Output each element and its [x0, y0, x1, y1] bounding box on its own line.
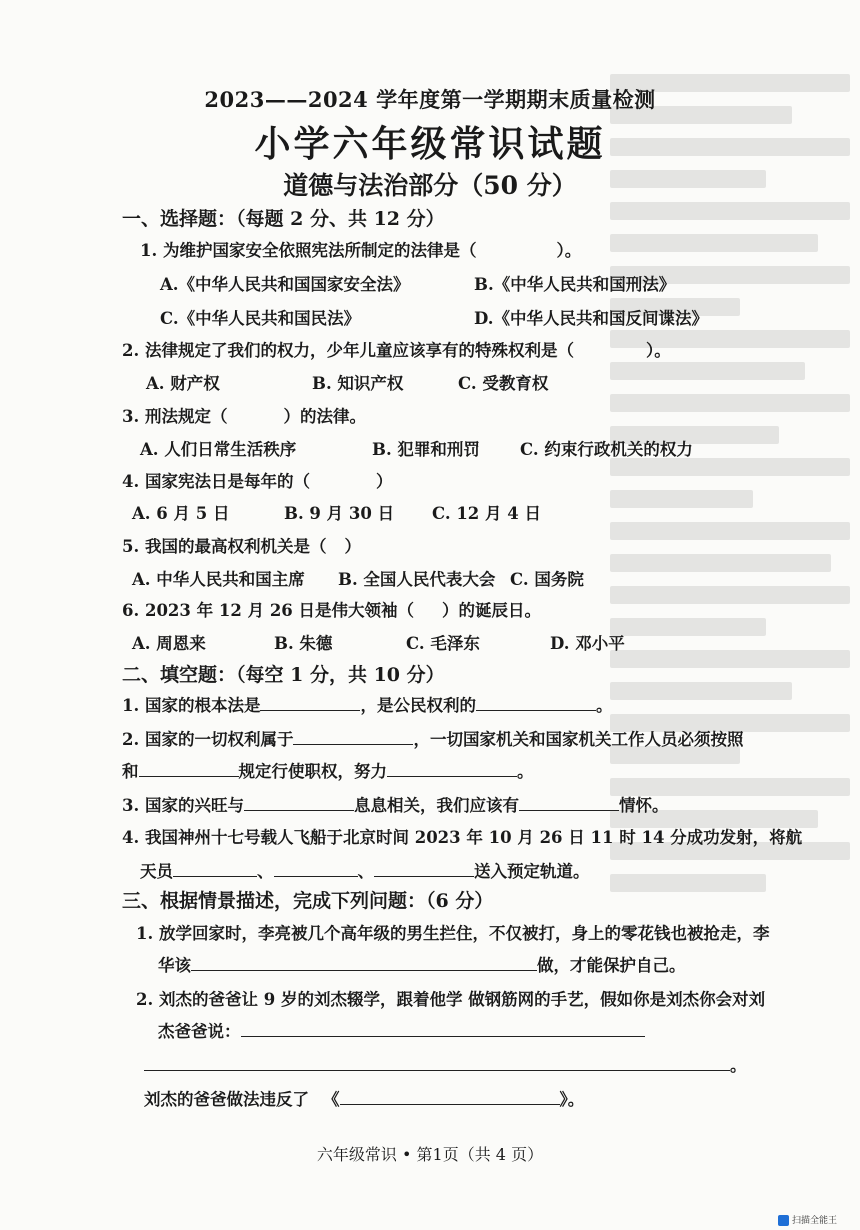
q-text: 、	[257, 862, 274, 881]
q-stem: 3. 刑法规定（	[122, 407, 228, 426]
question-1-3	[122, 403, 366, 427]
answer-blank	[310, 471, 376, 487]
fill-question-1	[122, 692, 612, 716]
option-a: A.《中华人民共和国国家安全法》	[160, 275, 410, 294]
answer-blank[interactable]	[374, 860, 474, 877]
q-text: 。	[730, 1056, 747, 1075]
bleed-through-texture	[600, 60, 860, 1100]
answer-blank[interactable]	[293, 728, 413, 745]
q-text: 规定行使职权，努力	[238, 762, 387, 781]
q-stem: 5. 我国的最高权利机关是（	[122, 537, 327, 556]
answer-blank[interactable]	[476, 694, 596, 711]
watermark-text: 扫描全能王	[792, 1215, 838, 1225]
fill-question-4-cont	[140, 858, 590, 882]
q-end: ）的诞辰日。	[442, 601, 542, 620]
option-c: C. 约束行政机关的权力	[520, 440, 693, 459]
question-1-6	[122, 597, 541, 621]
q-stem: 6. 2023 年 12 月 26 日是伟大领袖（	[122, 601, 415, 620]
option-b: B. 全国人民代表大会	[338, 570, 496, 589]
answer-blank[interactable]	[260, 694, 360, 711]
q-text: 。	[595, 696, 613, 715]
exam-term-header: 2023——2024 学年度第一学期期末质量检测	[204, 87, 656, 112]
scanner-logo-icon	[778, 1215, 789, 1226]
option-b: B.《中华人民共和国刑法》	[474, 275, 676, 294]
option-a: A. 中华人民共和国主席	[132, 570, 305, 589]
page-footer: 六年级常识 • 第1页（共 4 页）	[316, 1145, 544, 1164]
q-text: 送入预定轨道。	[474, 862, 590, 881]
answer-blank[interactable]	[144, 1054, 730, 1071]
q-text: 情怀。	[618, 796, 669, 815]
answer-blank[interactable]	[519, 794, 619, 811]
scenario-question-2: 2. 刘杰的爸爸让 9 岁的刘杰辍学，跟着他学 做钢筋网的手艺，假如你是刘杰你会对刘	[136, 990, 766, 1009]
q-text: 、	[357, 862, 374, 881]
q-end: ）	[344, 537, 361, 556]
answer-blank[interactable]	[387, 760, 517, 777]
exam-subtitle: 道德与法治部分（50 分）	[283, 171, 577, 200]
q-text: 3. 国家的兴旺与	[122, 796, 244, 815]
option-a: A. 6 月 5 日	[132, 504, 230, 523]
q-text: 和	[122, 762, 139, 781]
question-1-4	[122, 468, 392, 492]
option-b: B. 朱德	[274, 634, 333, 653]
q-text: 刘杰的爸爸做法违反了	[144, 1090, 309, 1109]
q-text: 华该	[158, 956, 191, 975]
option-b: B. 犯罪和刑罚	[372, 440, 480, 459]
answer-blank[interactable]	[191, 954, 537, 971]
answer-blank[interactable]	[173, 860, 257, 877]
option-d: D.《中华人民共和国反间谍法》	[474, 309, 708, 328]
answer-blank[interactable]	[244, 794, 354, 811]
q-text: 杰爸爸说：	[158, 1022, 241, 1041]
section-3-title: 三、根据情景描述，完成下列问题：（6 分）	[122, 890, 494, 912]
q-end: ）。	[556, 241, 582, 260]
q-stem: 1. 为维护国家安全依照宪法所制定的法律是（	[140, 241, 477, 260]
option-c: C. 受教育权	[458, 374, 549, 393]
answer-blank	[414, 600, 442, 616]
scenario-question-1-cont	[158, 952, 686, 976]
q-text: 息息相关，我们应该有	[353, 796, 519, 815]
q-end: ）	[375, 472, 393, 491]
scenario-question-2-law	[144, 1086, 584, 1110]
q-text: 天员	[140, 862, 173, 881]
option-c: C. 12 月 4 日	[432, 504, 542, 523]
answer-blank[interactable]	[274, 860, 358, 877]
option-b: B. 9 月 30 日	[284, 504, 395, 523]
q-end: ）的法律。	[283, 407, 366, 426]
answer-blank[interactable]	[139, 760, 239, 777]
q-stem: 4. 国家宪法日是每年的（	[122, 472, 310, 491]
option-d: D. 邓小平	[550, 634, 625, 653]
q-text: 。	[517, 762, 534, 781]
q-text: 2. 国家的一切权利属于	[122, 730, 294, 749]
scenario-question-2-cont	[158, 1018, 645, 1042]
fill-question-4: 4. 我国神州十七号载人飞船于北京时间 2023 年 10 月 26 日 11 时 14 分成功发射，将航	[122, 828, 803, 847]
fill-question-3	[122, 792, 668, 816]
q-text: ，一切国家机关和国家机关工作人员必须按照	[413, 730, 744, 749]
answer-blank[interactable]	[241, 1020, 645, 1037]
answer-blank	[227, 406, 283, 422]
question-1-2	[122, 337, 671, 361]
q-text: 《	[323, 1090, 340, 1109]
answer-blank	[574, 340, 646, 356]
option-a: A. 财产权	[146, 374, 220, 393]
q-end: ）。	[645, 341, 671, 360]
spacer	[309, 1089, 323, 1105]
q-text: 1. 国家的根本法是	[122, 696, 261, 715]
section-1-title: 一、选择题：（每题 2 分、共 12 分）	[122, 208, 445, 230]
option-a: A. 周恩来	[132, 634, 206, 653]
q-stem: 2. 法律规定了我们的权力，少年儿童应该享有的特殊权利是（	[122, 341, 574, 360]
option-b: B. 知识产权	[312, 374, 404, 393]
fill-question-2	[122, 726, 743, 750]
option-c: C. 毛泽东	[406, 634, 480, 653]
section-2-title: 二、填空题：（每空 1 分，共 10 分）	[122, 664, 445, 686]
answer-blank	[476, 240, 556, 256]
scanner-watermark	[778, 1213, 837, 1226]
option-c: C.《中华人民共和国民法》	[160, 309, 361, 328]
answer-blank[interactable]	[340, 1088, 560, 1105]
answer-blank	[326, 536, 344, 552]
q-text: 》。	[559, 1090, 585, 1109]
q-text: 做，才能保护自己。	[537, 956, 686, 975]
option-a: A. 人们日常生活秩序	[140, 440, 297, 459]
fill-question-2-cont	[122, 758, 534, 782]
scenario-question-2-answer-line	[144, 1052, 747, 1076]
scenario-question-1: 1. 放学回家时，李亮被几个高年级的男生拦住，不仅被打，身上的零花钱也被抢走，李	[136, 924, 770, 943]
exam-title: 小学六年级常识试题	[254, 123, 606, 165]
question-1-5	[122, 533, 361, 557]
question-1-1	[140, 237, 581, 261]
option-c: C. 国务院	[510, 570, 584, 589]
q-text: ，是公民权利的	[360, 696, 476, 715]
